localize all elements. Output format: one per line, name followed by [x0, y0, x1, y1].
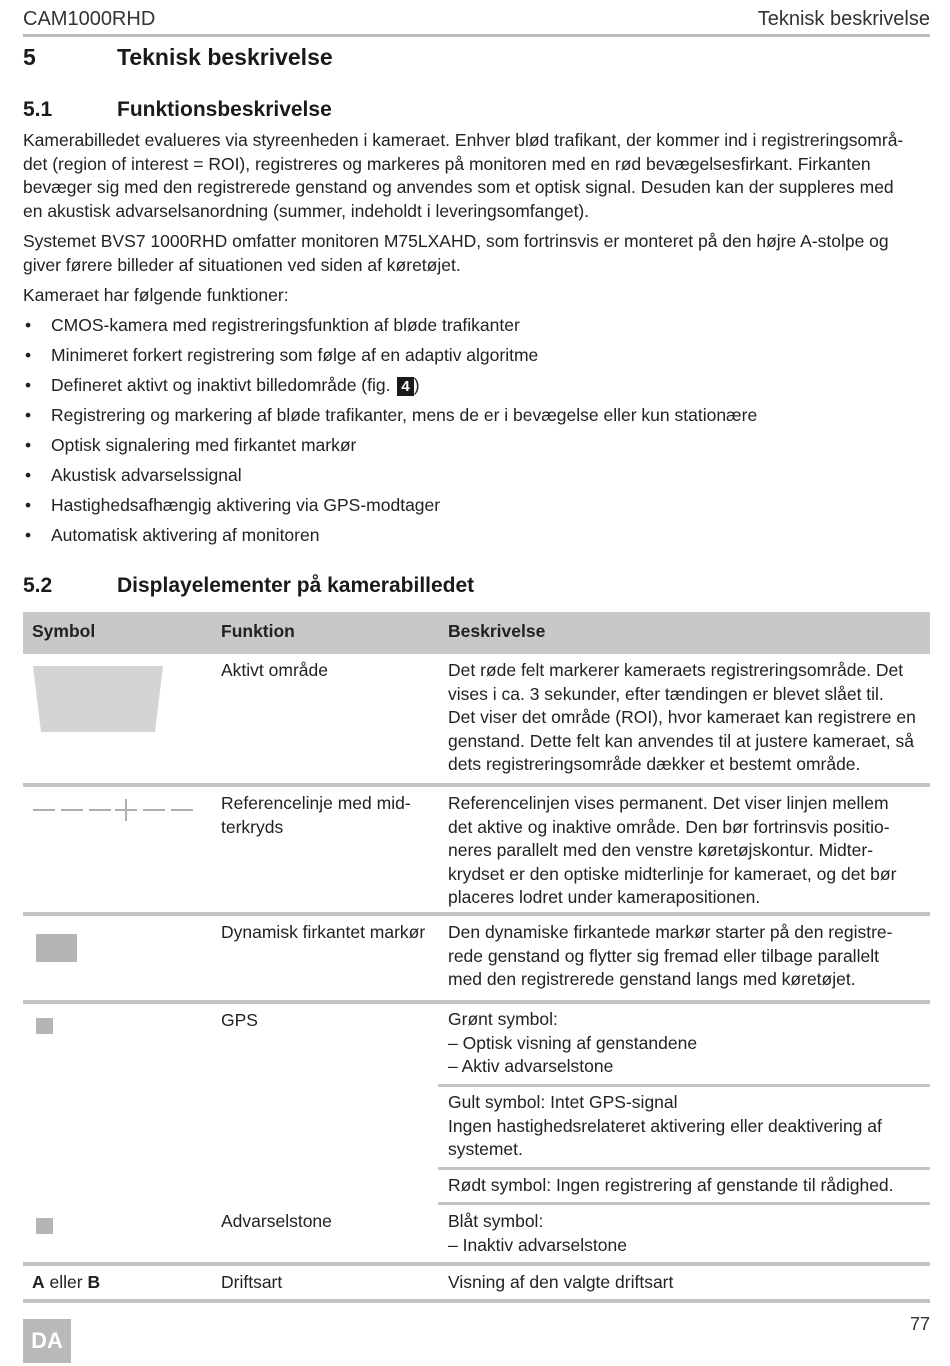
active-area-symbol [33, 666, 163, 732]
manual-page [23, 0, 930, 1366]
list-item: • Registrering og markering af bløde trafikanter, mens de er i bevægelse eller kun stationære [23, 402, 930, 432]
list-item: • Optisk signalering med firkantet markør [23, 432, 930, 462]
table-row [23, 916, 930, 1004]
paragraph-function [23, 129, 930, 223]
subsection-heading-5-2 [23, 574, 474, 598]
table-row [23, 654, 930, 787]
function-cell: GPS [221, 1010, 258, 1030]
table-header [23, 612, 930, 654]
gps-yellow-cell: Gult symbol: Intet GPS-signal Ingen hastighedsrelateret aktivering eller deaktivering af systemet. [438, 1087, 930, 1170]
display-elements-table [23, 612, 930, 1303]
description-cell: Visning af den valgte driftsart [448, 1272, 674, 1292]
list-item: • Defineret aktivt og inaktivt billedområde (fig. 4 ) [23, 372, 930, 402]
header-function: Funktion [221, 621, 295, 641]
header-chapter: Teknisk beskrivelse [757, 8, 930, 30]
header-symbol: Symbol [32, 621, 96, 641]
list-item: • Minimeret forkert registrering som følge af en adaptiv algoritme [23, 342, 930, 372]
table-row [23, 1205, 930, 1266]
figure-reference[interactable]: 4 [397, 377, 413, 396]
subsection-title: Displayelementer på kamerabilledet [117, 574, 475, 597]
subsection-title: Funktionsbeskrivelse [117, 98, 332, 121]
paragraph-system [23, 230, 930, 277]
gps-symbol [36, 1018, 53, 1034]
table-row [23, 787, 930, 916]
mode-symbol-cell: A eller B [32, 1272, 101, 1292]
function-cell: Driftsart [221, 1272, 283, 1292]
section-heading [23, 44, 333, 71]
header-description: Beskrivelse [448, 621, 546, 641]
list-item: • CMOS-kamera med registreringsfunktion af bløde trafikanter [23, 312, 930, 342]
paragraph-line: giver førere billeder af situationen ved siden af køretøjet. [23, 254, 461, 275]
list-item: • Automatisk aktivering af monitoren [23, 522, 930, 552]
paragraph-features-intro [23, 284, 930, 308]
description-cell: Det røde felt markerer kameraets registreringsområde. Det vises i ca. 3 sekunder, efter tændingen er blevet slået til. Det viser det område (ROI), hvor kameraet kan registrere en genstand. Dette felt kan anvendes til at justere kameraet, så dets registreringsområde dækker et bestemt område. [448, 660, 916, 774]
description-cell: Referencelinjen vises permanent. Det viser linjen mellem det aktive og inaktive område. Den bør fortrinsvis positio- neres parallelt med den venstre køretøjskontur. Midter- krydset er den optiske midterlinje for kameraet, og det bør placeres lodret under kamerapositionen. [448, 793, 897, 907]
subsection-number: 5.2 [23, 574, 53, 597]
paragraph-line: Kamerabilledet evalueres via styreenheden i kameraet. Enhver blød trafikant, der kommer ind i registreringsområ- [23, 130, 904, 150]
section-number: 5 [23, 44, 36, 70]
header-model: CAM1000RHD [23, 8, 156, 30]
paragraph-line: det (region of interest = ROI), registreres og markeres på monitoren med en rød bevægelsesfirkant. Firkanten [23, 153, 871, 174]
paragraph-line: en akustisk advarselsanordning (summer, indeholdt i leveringsomfanget). [23, 200, 590, 221]
function-cell: Aktivt område [221, 660, 328, 680]
table-row-gps [23, 1004, 930, 1205]
feature-list [23, 312, 930, 552]
subsection-heading-5-1 [23, 98, 332, 122]
paragraph-line: Kameraet har følgende funktioner: [23, 285, 289, 305]
paragraph-line: bevæger sig med den registrerede genstand og anvendes som et optisk signal. Desuden kan der suppleres med [23, 177, 894, 197]
gps-green-cell: Grønt symbol: – Optisk visning af genstandene – Aktiv advarselstone [438, 1004, 930, 1087]
table-row [23, 1266, 930, 1303]
list-item: • Hastighedsafhængig aktivering via GPS-modtager [23, 492, 930, 522]
gps-red-cell: Rødt symbol: Ingen registrering af genstande til rådighed. [438, 1170, 930, 1205]
warning-tone-symbol [36, 1218, 53, 1234]
subsection-number: 5.1 [23, 98, 53, 121]
running-header [23, 8, 930, 37]
function-cell: Referencelinje med mid- terkryds [221, 793, 411, 837]
function-cell: Advarselstone [221, 1211, 332, 1231]
dynamic-marker-symbol [36, 934, 77, 962]
section-title: Teknisk beskrivelse [117, 44, 333, 70]
language-badge: DA [23, 1319, 71, 1363]
reference-line-symbol [33, 795, 193, 825]
page-number: 77 [909, 1314, 930, 1334]
function-cell: Dynamisk firkantet markør [221, 922, 426, 942]
description-cell: Den dynamiske firkantede markør starter på den registre- rede genstand og flytter sig fremad eller tilbage parallelt med den registrerede genstand langs med køretøjet. [448, 922, 893, 989]
list-item: • Akustisk advarselssignal [23, 462, 930, 492]
description-cell: Blåt symbol: – Inaktiv advarselstone [448, 1211, 627, 1255]
paragraph-line: Systemet BVS7 1000RHD omfatter monitoren M75LXAHD, som fortrinsvis er monteret på den højre A-stolpe og [23, 231, 889, 251]
